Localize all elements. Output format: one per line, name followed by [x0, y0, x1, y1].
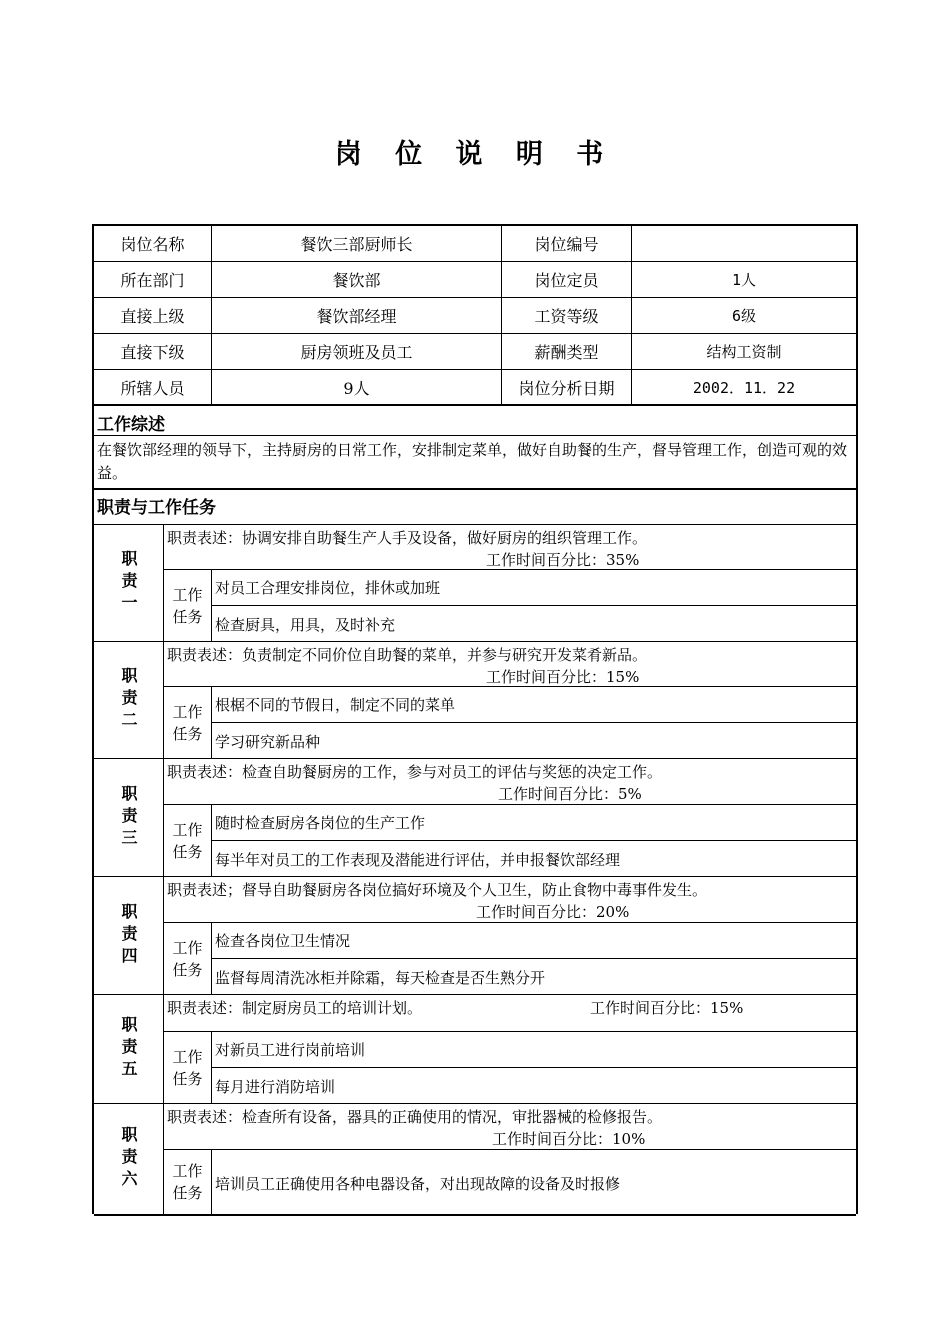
info-value: 2002．11．22 [692, 378, 796, 397]
duty-description: 职责表述：检查自助餐厨房的工作，参与对员工的评估与奖惩的决定工作。 [167, 763, 663, 781]
info-value [632, 226, 856, 261]
duty-label: 职责三 [119, 784, 138, 851]
task-item: 监督每周清洗冰柜并除霜，每天检查是否生熟分开 [215, 968, 546, 987]
task-label: 工作 任务 [164, 923, 212, 994]
duty-description: 职责表述；督导自助餐厨房各岗位搞好环境及个人卫生，防止食物中毒事件发生。 [167, 881, 708, 899]
task-label: 工作 任务 [164, 687, 212, 758]
task-item: 根椐不同的节假日，制定不同的菜单 [212, 687, 856, 723]
time-percentage: 工作时间百分比：5% [498, 785, 642, 803]
info-label: 岗位分析日期 [502, 370, 632, 404]
info-row [94, 226, 856, 262]
info-value: 餐饮部经理 [212, 298, 502, 333]
task-item: 学习研究新品种 [215, 732, 321, 751]
info-value: 9人 [212, 370, 502, 404]
duty-block [94, 641, 856, 758]
info-row [94, 298, 856, 334]
info-value: 6级 [731, 307, 757, 325]
time-percentage: 工作时间百分比：15% [486, 668, 640, 686]
time-percentage: 工作时间百分比：35% [486, 551, 640, 569]
task-item: 每半年对员工的工作表现及潜能进行评估，并申报餐饮部经理 [215, 850, 621, 869]
duties-heading: 职责与工作任务 [94, 488, 856, 524]
task-item: 随时检查厨房各岗位的生产工作 [212, 805, 856, 841]
info-label: 薪酬类型 [502, 334, 632, 369]
duty-label: 职责六 [119, 1126, 138, 1192]
duty-block [94, 1103, 856, 1216]
task-item: 每月进行消防培训 [215, 1077, 336, 1096]
info-label: 岗位名称 [94, 226, 212, 261]
duty-description: 职责表述：负责制定不同价位自助餐的菜单，并参与研究开发菜肴新品。 [167, 646, 648, 664]
time-percentage: 工作时间百分比：20% [476, 903, 630, 921]
duty-label: 职责二 [119, 667, 138, 733]
duty-block [94, 524, 856, 641]
info-value: 厨房领班及员工 [212, 334, 502, 369]
task-label: 工作 任务 [164, 1032, 212, 1103]
info-value: 1人 [731, 271, 757, 289]
info-label: 工资等级 [502, 298, 632, 333]
info-label: 所在部门 [94, 262, 212, 297]
task-item: 检查厨具，用具，及时补充 [215, 615, 396, 634]
task-item: 对新员工进行岗前培训 [212, 1032, 856, 1068]
info-value: 餐饮三部厨师长 [212, 226, 502, 261]
task-label: 工作 任务 [164, 570, 212, 641]
info-value: 餐饮部 [212, 262, 502, 297]
info-label: 岗位编号 [502, 226, 632, 261]
summary-text: 在餐饮部经理的领导下，主持厨房的日常工作，安排制定菜单，做好自助餐的生产，督导管理工作，创造可观的效益。 [97, 441, 848, 482]
task-item: 培训员工正确使用各种电器设备，对出现故障的设备及时报修 [215, 1174, 621, 1193]
duty-description: 职责表述：协调安排自助餐生产人手及设备，做好厨房的组织管理工作。 [167, 529, 648, 547]
task-item: 检查各岗位卫生情况 [212, 923, 856, 959]
info-label: 直接上级 [94, 298, 212, 333]
summary-heading: 工作综述 [94, 410, 856, 436]
time-percentage: 工作时间百分比：10% [492, 1130, 646, 1148]
document-title: 岗 位 说 明 书 [334, 139, 616, 170]
duty-label: 职责一 [119, 550, 138, 616]
duty-block [94, 758, 856, 876]
info-row [94, 334, 856, 370]
duty-block [94, 876, 856, 994]
duty-label: 职责五 [119, 1016, 138, 1082]
info-row [94, 262, 856, 298]
task-item: 对员工合理安排岗位，排休或加班 [212, 570, 856, 606]
info-value: 结构工资制 [706, 343, 782, 361]
duty-description: 职责表述：制定厨房员工的培训计划。 [167, 999, 423, 1017]
task-label: 工作 任务 [164, 805, 212, 876]
info-row [94, 370, 856, 406]
duty-description: 职责表述：检查所有设备，器具的正确使用的情况，审批器械的检修报告。 [167, 1108, 663, 1126]
job-description-table [92, 224, 858, 1214]
info-label: 直接下级 [94, 334, 212, 369]
time-percentage: 工作时间百分比：15% [590, 999, 744, 1017]
duty-block [94, 994, 856, 1103]
task-label: 工作 任务 [164, 1150, 212, 1214]
duty-label: 职责四 [119, 902, 138, 969]
info-label: 所辖人员 [94, 370, 212, 404]
info-label: 岗位定员 [502, 262, 632, 297]
